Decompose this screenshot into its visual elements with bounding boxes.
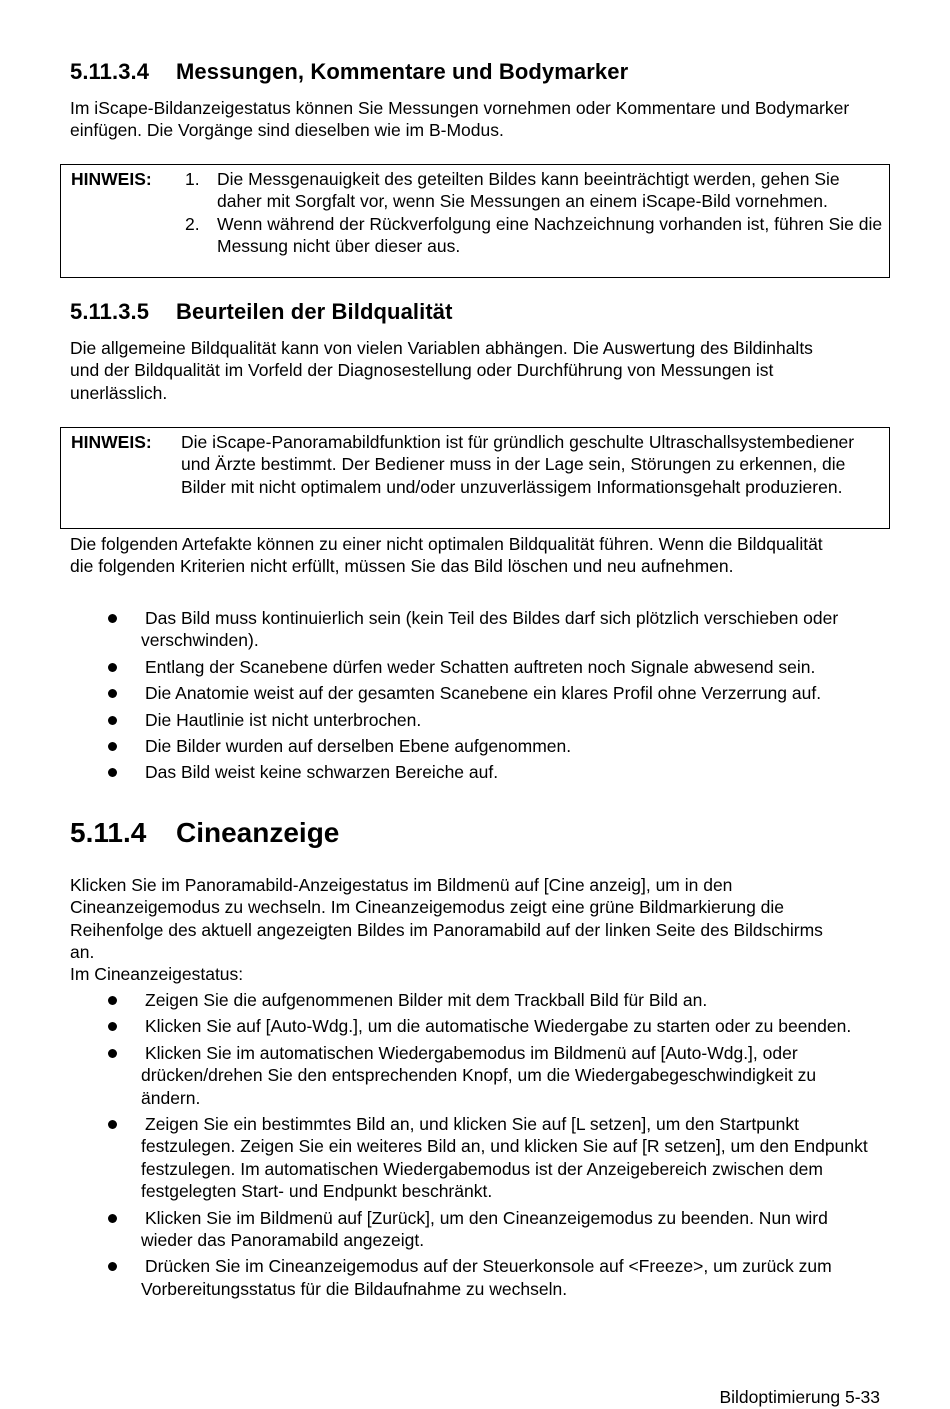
heading-title: Cineanzeige <box>176 817 340 848</box>
page-footer: Bildoptimierung 5-33 <box>719 1387 880 1407</box>
note-label: HINWEIS: <box>71 432 152 452</box>
note-item <box>185 168 885 213</box>
list-item-text: Klicken Sie im Bildmenü auf [Zurück], um den Cineanzeigemodus zu beenden. Nun wird wieder das Panoramabild angezeigt. <box>141 1207 828 1251</box>
bullet-icon <box>108 1049 117 1058</box>
list-item <box>70 709 890 731</box>
note-box-measurements <box>60 164 890 278</box>
list-item-text: Entlang der Scanebene dürfen weder Schatten auftreten noch Signale abwesend sein. <box>145 656 816 677</box>
bullet-icon <box>108 1214 117 1223</box>
note-label: HINWEIS: <box>71 169 152 189</box>
list-item-text: Zeigen Sie die aufgenommenen Bilder mit dem Trackball Bild für Bild an. <box>145 990 708 1010</box>
paragraph-cine-display: Klicken Sie im Panoramabild-Anzeigestatus im Bildmenü auf [Cine anzeig], um in den Cineanzeigemodus zu wechseln. Im Cineanzeigemodus zeigt eine grüne Bildmarkierung die Reihenfolge des aktuell angezeigten Bildes im Panoramabild auf der linken Seite des Bildschirms an. <box>70 875 823 963</box>
heading-number: 5.11.3.4 <box>70 59 150 84</box>
note-text: Die iScape-Panoramabildfunktion ist für gründlich geschulte Ultraschallsystembediener und Ärzte bestimmt. Der Bediener muss in der Lage sein, Störungen zu erkennen, die Bilder mit nicht optimalem und/oder unzuverlässigem Informationsgehalt produzieren. <box>181 432 855 497</box>
paragraph-measurements: Im iScape-Bildanzeigestatus können Sie Messungen vornehmen oder Kommentare und Bodymarker einfügen. Die Vorgänge sind dieselben wie im B-Modus. <box>70 98 850 141</box>
note-box-image-quality <box>60 427 890 529</box>
heading-title: Beurteilen der Bildqualität <box>176 299 453 324</box>
list-item-text: Zeigen Sie ein bestimmtes Bild an, und klicken Sie auf [L setzen], um den Startpunkt festzulegen. Zeigen Sie ein weiteres Bild an, und klicken Sie auf [R setzen], um den Endpunkt festzulegen. Im automatischen Wiedergabemodus ist der Anzeigebereich zwischen dem festgelegten Start- und Endpunkt beschränkt. <box>141 1114 868 1202</box>
bullet-icon <box>108 1120 117 1129</box>
bullet-icon <box>108 663 117 672</box>
list-item-text: Klicken Sie auf [Auto-Wdg.], um die automatische Wiedergabe zu starten oder zu beenden. <box>145 1016 852 1037</box>
list-item <box>70 1015 880 1037</box>
list-item-text: Drücken Sie im Cineanzeigemodus auf der Steuerkonsole auf <Freeze>, um zurück zum Vorbereitungsstatus für die Bildaufnahme zu wechseln. <box>141 1256 832 1299</box>
bullet-icon <box>108 768 117 777</box>
note-item-text: Wenn während der Rückverfolgung eine Nachzeichnung vorhanden ist, führen Sie die Messung nicht über dieser aus. <box>217 213 883 257</box>
list-item <box>70 1042 880 1109</box>
bullet-icon <box>108 996 117 1005</box>
list-item-text: Klicken Sie im automatischen Wiedergabemodus im Bildmenü auf [Auto-Wdg.], oder drücken/drehen Sie den entsprechenden Knopf, um die Wiedergabegeschwindigkeit zu ändern. <box>141 1042 817 1108</box>
note-item-number: 1. <box>185 169 200 189</box>
heading-number: 5.11.4 <box>70 817 147 848</box>
bullet-icon <box>108 614 117 623</box>
list-item <box>70 656 890 678</box>
list-item <box>70 1113 880 1203</box>
bullet-icon <box>108 1262 117 1271</box>
list-item <box>70 761 890 783</box>
heading-5-11-4 <box>70 817 339 849</box>
list-item <box>70 607 890 652</box>
list-item <box>70 735 890 757</box>
note-item <box>185 213 885 258</box>
bullet-icon <box>108 1022 117 1031</box>
list-item-text: Das Bild weist keine schwarzen Bereiche auf. <box>145 762 499 783</box>
list-item <box>70 1207 880 1252</box>
list-item-text: Das Bild muss kontinuierlich sein (kein Teil des Bildes darf sich plötzlich verschieben oder verschwinden). <box>141 608 839 651</box>
list-item <box>70 682 890 704</box>
bullet-icon <box>108 689 117 698</box>
paragraph-artifacts: Die folgenden Artefakte können zu einer nicht optimalen Bildqualität führen. Wenn die Bildqualität die folgenden Kriterien nicht erfüllt, müssen Sie das Bild löschen und neu aufnehmen. <box>70 534 823 577</box>
heading-5-11-3-5 <box>70 299 453 325</box>
list-item-text: Die Hautlinie ist nicht unterbrochen. <box>145 709 422 730</box>
bullet-icon <box>108 716 117 725</box>
cine-list <box>70 989 880 1304</box>
heading-number: 5.11.3.5 <box>70 299 150 324</box>
bullet-icon <box>108 742 117 751</box>
note-item-number: 2. <box>185 213 200 234</box>
criteria-list <box>70 607 890 788</box>
paragraph-image-quality: Die allgemeine Bildqualität kann von vielen Variablen abhängen. Die Auswertung des Bildinhalts und der Bildqualität im Vorfeld der Diagnosestellung oder Durchführung von Messungen ist unerlässlich. <box>70 338 813 403</box>
list-item-text: Die Bilder wurden auf derselben Ebene aufgenommen. <box>145 736 572 757</box>
list-item <box>70 1255 880 1300</box>
paragraph-cine-lead: Im Cineanzeigestatus: <box>70 964 244 984</box>
heading-title: Messungen, Kommentare und Bodymarker <box>176 59 629 84</box>
list-item-text: Die Anatomie weist auf der gesamten Scanebene ein klares Profil ohne Verzerrung auf. <box>145 683 822 704</box>
note-item-text: Die Messgenauigkeit des geteilten Bildes kann beeinträchtigt werden, gehen Sie daher mit Sorgfalt vor, wenn Sie Messungen an einem iScape-Bild vornehmen. <box>217 169 840 212</box>
list-item <box>70 989 880 1011</box>
note-list <box>185 168 885 258</box>
heading-5-11-3-4 <box>70 59 628 85</box>
